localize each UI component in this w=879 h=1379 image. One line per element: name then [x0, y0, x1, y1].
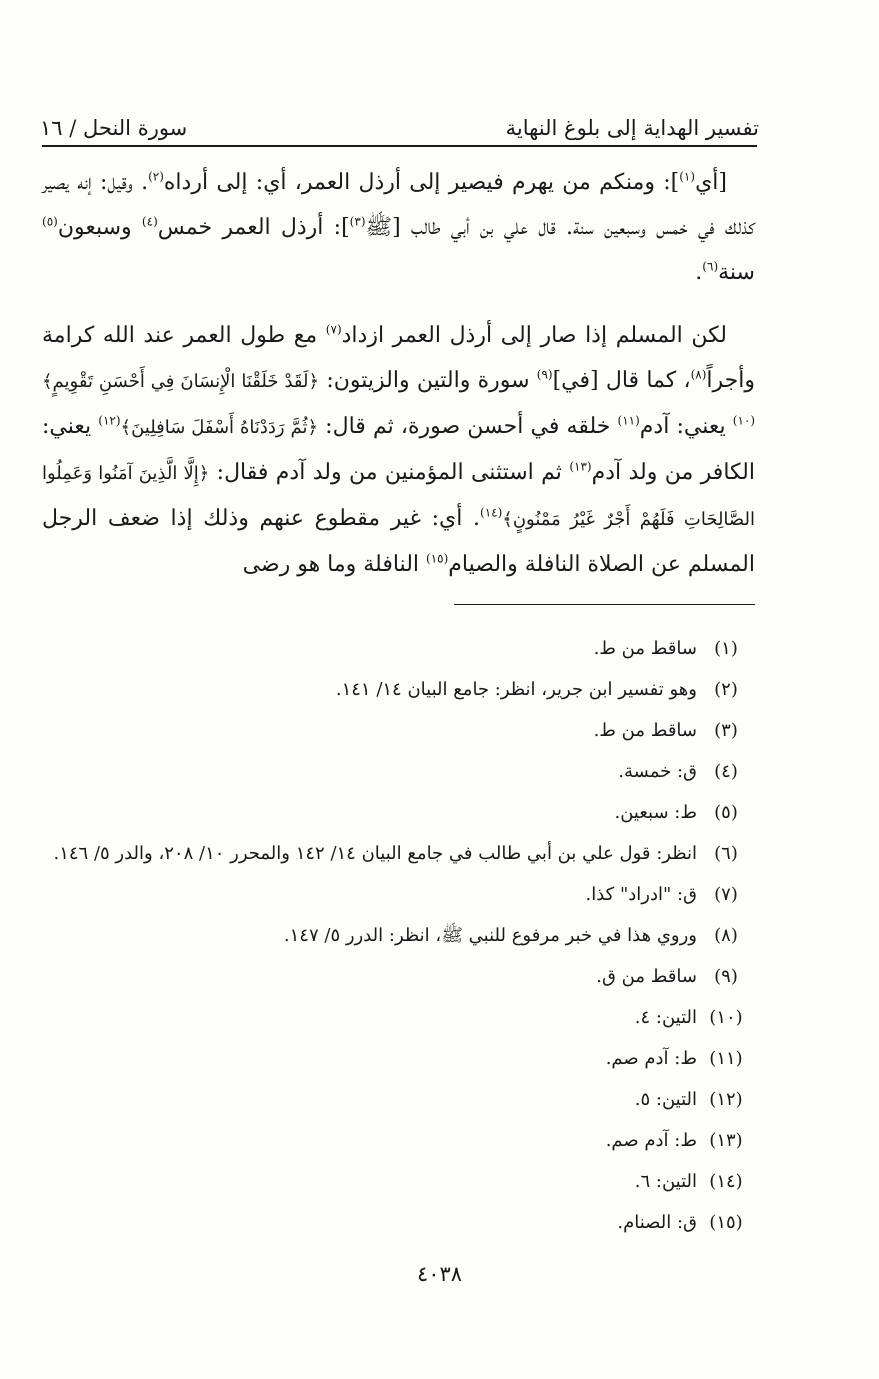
footnote-ref: (١١)	[617, 413, 640, 428]
footnote-ref: (٣)	[349, 214, 366, 229]
footnote-ref: (٦)	[702, 259, 719, 274]
footnote	[40, 751, 755, 792]
paragraph-2	[42, 313, 755, 587]
footnote	[40, 833, 755, 874]
text-run: خلقه في أحسن صورة، ثم قال:	[318, 414, 618, 439]
text-run: .	[695, 260, 703, 285]
footnote-number: (٤)	[714, 761, 738, 782]
footnote	[40, 1202, 755, 1243]
footnote-number: (٧)	[714, 884, 738, 905]
footnote	[40, 792, 755, 833]
text-run: ، كما قال [في]	[552, 368, 691, 393]
footnote-number: (١٣)	[709, 1130, 743, 1151]
footnote-ref: (١٤)	[480, 505, 503, 520]
footnote-text: ساقط من ط.	[593, 638, 697, 659]
text-run: النافلة وما هو رضى	[242, 552, 427, 577]
footnote	[40, 997, 755, 1038]
footnote	[40, 1161, 755, 1202]
footnote	[40, 710, 755, 751]
footnote-text: ط: آدم صم.	[605, 1048, 697, 1069]
footnote-ref: (١)	[679, 169, 696, 184]
text-run: ]: ومنكم من يهرم فيصير إلى أرذل العمر، أي: إلى أرداه	[163, 170, 680, 195]
footnote-text: ق: "ادراد" كذا.	[585, 884, 697, 905]
footnote-ref: (١٠)	[732, 413, 756, 428]
footnote-number: (٣)	[714, 720, 738, 741]
footnote	[40, 956, 755, 997]
footnote-text: ط: سبعين.	[614, 802, 697, 823]
footnote-ref: (٥)	[42, 214, 58, 229]
footnote-text: ق: الصنام.	[617, 1212, 697, 1233]
footnote-ref: (٤)	[141, 214, 158, 229]
footnote	[40, 915, 755, 956]
footnote-text: وروي هذا في خبر مرفوع للنبي ﷺ، انظر: الدرر ٥/ ١٤٧.	[283, 925, 697, 946]
text-run: وسبعون	[57, 215, 142, 240]
footnote-text: ساقط من ق.	[596, 966, 697, 987]
footnote-text: التين: ٥.	[634, 1089, 697, 1110]
footnote-ref: (٩)	[536, 367, 553, 382]
text-run: يعني: الكافر من ولد آدم	[42, 414, 755, 485]
quran-verse: ﴿لَقَدْ خَلَقْنَا الْإِنسَانَ فِي أَحْسَنِ تَقْوِيمٍ﴾	[42, 371, 320, 392]
text-run: سورة والتين والزيتون:	[319, 368, 537, 393]
footnote	[40, 628, 755, 669]
running-header	[40, 100, 759, 140]
footnote-ref: (٧)	[325, 322, 342, 337]
footnote-number: (١٤)	[709, 1171, 743, 1192]
text-run: سنة	[718, 260, 755, 285]
footnote-number: (١٢)	[709, 1089, 743, 1110]
footnote-ref: (١٥)	[426, 551, 449, 566]
footnote-number: (٢)	[714, 679, 738, 700]
footnote	[40, 669, 755, 710]
footnote-number: (١٠)	[709, 1007, 743, 1028]
page-number: ٤٠٣٨	[416, 1262, 463, 1286]
text-run: . أي: غير مقطوع عنهم وذلك إذا ضعف الرجل المسلم عن الصلاة النافلة والصيام	[42, 506, 755, 577]
text-run: يعني: آدم	[639, 414, 733, 439]
footnote-divider	[454, 604, 755, 605]
footnote-ref: (٨)	[690, 367, 707, 382]
footnote-number: (٥)	[714, 802, 738, 823]
footnotes-list	[40, 628, 755, 1243]
quran-verse: ﴿إِلَّا الَّذِينَ آمَنُوا وَعَمِلُوا الصَّالِحَاتِ فَلَهُمْ أَجْرٌ غَيْرُ مَمْنُونٍ﴾	[42, 463, 756, 530]
book-title: تفسير الهداية إلى بلوغ النهاية	[505, 116, 759, 140]
surah-label: سورة النحل / ١٦	[40, 116, 188, 140]
footnote-number: (٦)	[714, 843, 738, 864]
footnote-text: ساقط من ط.	[593, 720, 697, 741]
footnote-text: التين: ٦.	[634, 1171, 697, 1192]
footnote-number: (١٥)	[709, 1212, 743, 1233]
text-run: . وقيل: إنه يصير كذلك في خمس وسبعين سنة. قال علي بن أبي طالب [ﷺ	[42, 170, 755, 240]
footnote-number: (١)	[714, 638, 738, 659]
footnote-text: التين: ٤.	[634, 1007, 697, 1028]
footnote	[40, 1079, 755, 1120]
main-text	[42, 160, 755, 605]
footnote	[40, 874, 755, 915]
text-run: ثم استثنى المؤمنين من ولد آدم فقال:	[209, 460, 570, 485]
footnote-number: (٨)	[714, 925, 738, 946]
footnote-number: (٩)	[714, 966, 738, 987]
paragraph-1	[42, 160, 755, 295]
text-run: ]: أرذل العمر خمس	[157, 215, 350, 240]
text-run: لكن المسلم إذا صار إلى أرذل العمر ازداد	[341, 323, 727, 348]
footnote	[40, 1120, 755, 1161]
footnote	[40, 1038, 755, 1079]
footnote-text: وهو تفسير ابن جرير، انظر: جامع البيان ١٤/ ١٤١.	[335, 679, 697, 700]
footnote-number: (١١)	[709, 1048, 743, 1069]
footnote-ref: (١٣)	[569, 459, 592, 474]
footnote-text: ق: خمسة.	[618, 761, 697, 782]
footnote-ref: (١٢)	[98, 413, 121, 428]
footnote-text: انظر: قول علي بن أبي طالب في جامع البيان ١٤/ ١٤٢ والمحرر ١٠/ ٢٠٨، والدر ٥/ ١٤٦.	[53, 843, 697, 864]
quran-verse: ﴿ثُمَّ رَدَدْنَاهُ أَسْفَلَ سَافِلِينَ﴾	[120, 417, 319, 438]
footnote-text: ط: آدم صم.	[605, 1130, 697, 1151]
text-run: [أي	[695, 170, 727, 195]
footnote-ref: (٢)	[148, 169, 164, 184]
text-run: مع طول العمر عند الله كرامة وأجراً	[42, 323, 755, 393]
header-divider	[42, 145, 757, 147]
